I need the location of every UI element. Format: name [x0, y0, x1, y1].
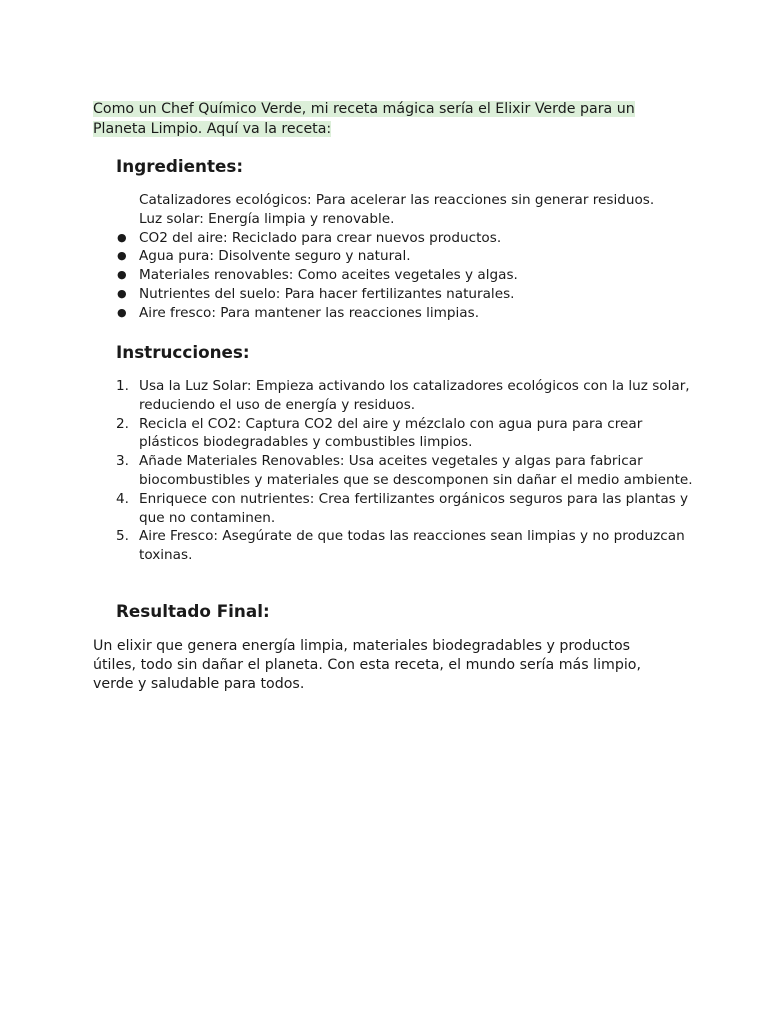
list-item-text: Aire fresco: Para mantener las reacciones limpias. — [139, 304, 480, 321]
list-item-text: Enriquece con nutrientes: Crea fertilizantes orgánicos seguros para las plantas y que no contaminen. — [139, 490, 689, 526]
list-marker: 4. — [116, 490, 129, 507]
list-item-text: CO2 del aire: Reciclado para crear nuevos productos. — [139, 229, 502, 246]
instruccion-item — [116, 377, 696, 415]
ingredientes-heading: Ingredientes: — [116, 156, 244, 176]
intro-line-2: Planeta Limpio. Aquí va la receta: — [93, 121, 332, 137]
instruccion-item — [116, 452, 696, 490]
ingrediente-item — [116, 304, 696, 323]
ingredientes-list — [116, 191, 696, 323]
ingrediente-item — [116, 229, 696, 248]
instruccion-item — [116, 490, 696, 528]
ingrediente-item — [116, 266, 696, 285]
resultado-heading: Resultado Final: — [116, 601, 270, 621]
list-marker: ● — [117, 305, 127, 319]
ingrediente-item — [116, 210, 696, 229]
list-item-text: Recicla el CO2: Captura CO2 del aire y mézclalo con agua pura para crear plásticos biodegradables y combustibles limpios. — [139, 415, 643, 451]
list-item-text: Agua pura: Disolvente seguro y natural. — [139, 248, 411, 265]
instruccion-item — [116, 527, 696, 565]
list-marker: 1. — [116, 378, 129, 394]
ingrediente-item — [116, 247, 696, 266]
list-marker: 3. — [116, 453, 129, 470]
ingrediente-item — [116, 191, 696, 210]
resultado-paragraph: Un elixir que genera energía limpia, materiales biodegradables y productos útiles, todo sin dañar el planeta. Con esta receta, el mundo sería más limpio, verde y saludable para todos. — [93, 638, 641, 692]
list-item-text: Usa la Luz Solar: Empieza activando los catalizadores ecológicos con la luz solar, reduciendo el uso de energía y residuos. — [139, 378, 690, 413]
list-item-text: Luz solar: Energía limpia y renovable. — [139, 210, 395, 227]
instrucciones-heading: Instrucciones: — [116, 342, 250, 362]
intro-line-1: Como un Chef Químico Verde, mi receta mágica sería el Elixir Verde para un — [93, 101, 635, 117]
list-marker: 2. — [116, 415, 129, 432]
instrucciones-list — [116, 377, 696, 565]
list-marker: ● — [117, 286, 127, 300]
list-marker: ● — [117, 268, 127, 282]
instruccion-item — [116, 415, 696, 453]
list-item-text: Catalizadores ecológicos: Para acelerar las reacciones sin generar residuos. — [139, 192, 655, 208]
list-marker: ● — [117, 249, 127, 263]
list-item-text: Materiales renovables: Como aceites vegetales y algas. — [139, 267, 518, 284]
list-item-text: Aire Fresco: Asegúrate de que todas las reacciones sean limpias y no produzcan toxinas. — [139, 528, 685, 564]
list-marker: 5. — [116, 528, 129, 545]
list-marker: ● — [117, 230, 127, 244]
ingrediente-item — [116, 285, 696, 304]
list-item-text: Nutrientes del suelo: Para hacer fertilizantes naturales. — [139, 285, 515, 302]
intro-paragraph — [93, 99, 673, 139]
list-item-text: Añade Materiales Renovables: Usa aceites vegetales y algas para fabricar biocombustibles y materiales que se descomponen sin dañar el medio ambiente. — [139, 453, 693, 488]
